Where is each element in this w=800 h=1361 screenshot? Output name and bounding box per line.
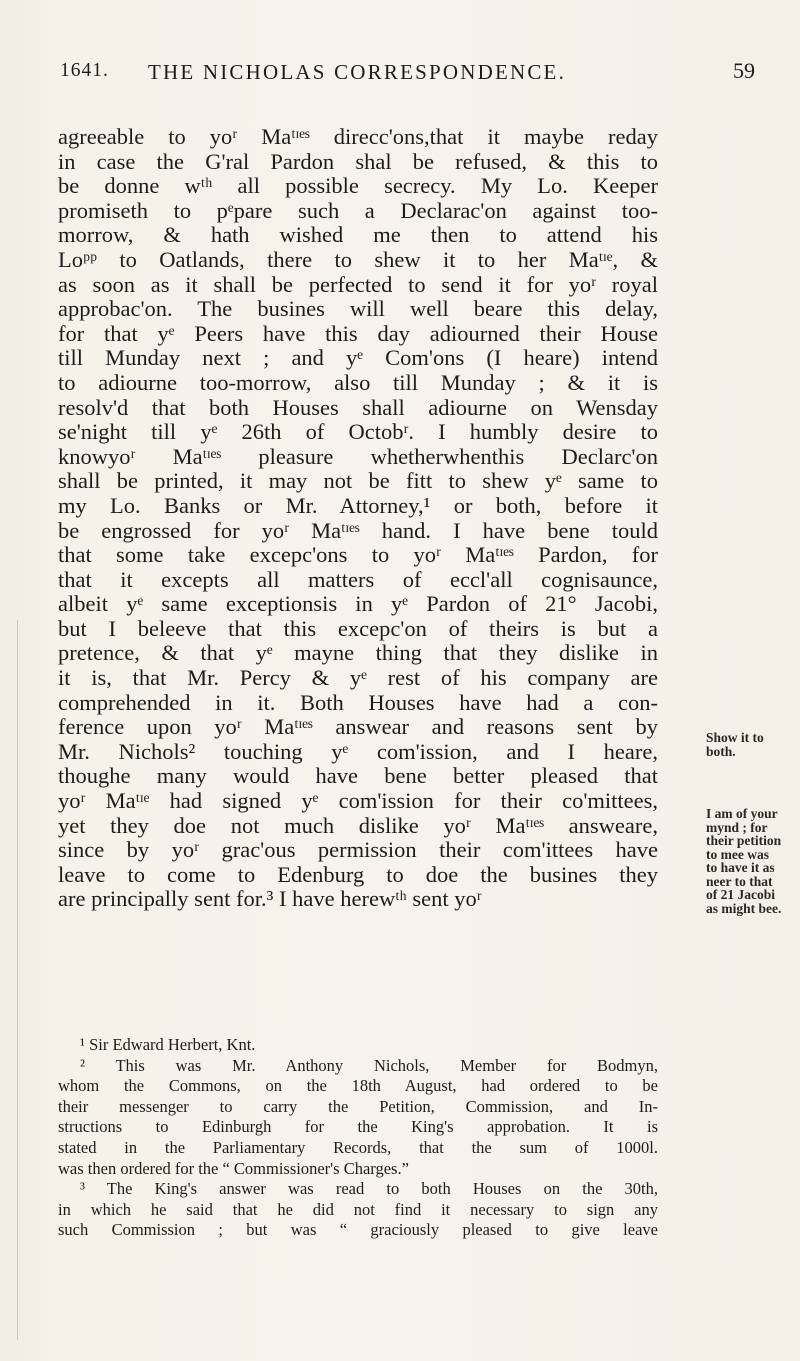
body-line: for that yᵉ Peers have this day adiourned their House — [58, 320, 658, 346]
body-line: morrow, & hath wished me then to attend his — [58, 222, 658, 248]
footnote-line: such Commission ; but was “ graciously pleased to give leave — [58, 1220, 658, 1240]
footnotes — [58, 1035, 658, 1241]
body-line: as soon as it shall be perfected to send it for yoʳ royal — [58, 271, 658, 297]
body-line: thoughe many would have bene better pleased that — [58, 763, 658, 789]
body-line: approbac'on. The busines will well beare this delay, — [58, 296, 658, 322]
body-line: shall be printed, it may not be fitt to shew yᵉ same to — [58, 468, 658, 494]
footnote-line: stated in the Parliamentary Records, that the sum of 1000l. — [58, 1137, 658, 1157]
page-edge-shadow — [17, 620, 18, 1340]
body-line: yoʳ Maᵗᶦᵉ had signed yᵉ com'ission for their co'mittees, — [58, 788, 658, 814]
body-line: that it excepts all matters of eccl'all cognisaunce, — [58, 566, 658, 592]
footnote-line: in which he said that he did not find it necessary to sign any — [58, 1199, 658, 1219]
body-line: are principally sent for.³ I have herewᵗʰ sent yoʳ — [58, 886, 482, 912]
body-line: yet they doe not much dislike yoʳ Maᵗᶦᵉˢ answeare, — [58, 812, 658, 838]
body-line: knowyoʳ Maᵗᶦᵉˢ pleasure whetherwhenthis Declarc'on — [58, 443, 658, 469]
letter-body — [58, 125, 658, 912]
body-line: Mr. Nichols² touching yᵉ com'ission, and I heare, — [58, 738, 658, 764]
margin-note-show-it — [706, 731, 764, 758]
margin-note-line: I am of your — [706, 806, 778, 821]
footnote-line: ² This was Mr. Anthony Nichols, Member for Bodmyn, — [80, 1055, 658, 1075]
body-line: it is, that Mr. Percy & yᵉ rest of his company are — [58, 665, 658, 691]
margin-note-line: mynd ; for — [706, 819, 768, 835]
header-title: THE NICHOLAS CORRESPONDENCE. — [148, 60, 567, 84]
footnote-line: ¹ Sir Edward Herbert, Knt. — [80, 1035, 256, 1054]
body-line: but I beleeve that this excepc'on of theirs is but a — [58, 615, 658, 641]
running-header — [60, 60, 755, 94]
body-line: in case the G'ral Pardon shal be refused, & this to — [58, 148, 658, 174]
footnote-line: whom the Commons, on the 18th August, had ordered to be — [58, 1076, 658, 1096]
body-line: pretence, & that yᵉ mayne thing that they dislike in — [58, 640, 658, 666]
margin-note-line: neer to that — [706, 873, 773, 889]
footnote-line: was then ordered for the “ Commissioner's Charges.” — [58, 1158, 409, 1178]
body-line: my Lo. Banks or Mr. Attorney,¹ or both, before it — [58, 492, 658, 518]
body-line: leave to come to Edenburg to doe the busines they — [58, 861, 658, 887]
body-line: promiseth to pᵉpare such a Declarac'on against too- — [58, 197, 658, 223]
body-line: agreeable to yoʳ Maᵗᶦᵉˢ direcc'ons,that it maybe reday — [58, 124, 658, 149]
margin-note-line: Show it to — [706, 730, 764, 745]
margin-note-line: their petition — [706, 833, 782, 848]
margin-note-line: both. — [706, 743, 736, 759]
margin-note-line: as might bee. — [706, 900, 782, 916]
body-line: till Munday next ; and yᵉ Com'ons (I heare) intend — [58, 345, 658, 371]
body-line: be engrossed for yoʳ Maᵗᶦᵉˢ hand. I have bene tould — [58, 517, 658, 543]
footnote-line: ³ The King's answer was read to both Houses on the 30th, — [80, 1179, 658, 1199]
body-line: ference upon yoʳ Maᵗᶦᵉˢ answear and reasons sent by — [58, 714, 658, 740]
body-line: that some take excepc'ons to yoʳ Maᵗᶦᵉˢ Pardon, for — [58, 542, 658, 568]
body-line: resolv'd that both Houses shall adiourne on Wensday — [58, 394, 658, 420]
body-line: se'night till yᵉ 26th of Octobʳ. I humbly desire to — [58, 419, 658, 445]
margin-note-your-mynd — [706, 807, 781, 915]
header-date: 1641. — [60, 60, 109, 81]
body-line: Loᵖᵖ to Oatlands, there to shew it to her Maᵗᶦᵉ, & — [58, 246, 658, 272]
body-line: comprehended in it. Both Houses have had a con- — [58, 689, 658, 715]
footnote-line: their messenger to carry the Petition, Commission, and In- — [58, 1096, 658, 1116]
body-line: be donne wᵗʰ all possible secrecy. My Lo. Keeper — [58, 173, 658, 199]
body-line: to adiourne too-morrow, also till Munday ; & it is — [58, 369, 658, 395]
margin-note-line: to have it as — [706, 860, 775, 875]
margin-note-line: of 21 Jacobi — [706, 887, 775, 902]
body-line: albeit yᵉ same exceptionsis in yᵉ Pardon of 21° Jacobi, — [58, 591, 658, 617]
page-number: 59 — [733, 58, 755, 83]
body-line: since by yoʳ grac'ous permission their com'ittees have — [58, 837, 658, 863]
footnote-line: structions to Edinburgh for the King's approbation. It is — [58, 1117, 658, 1137]
margin-note-line: to mee was — [706, 846, 769, 862]
